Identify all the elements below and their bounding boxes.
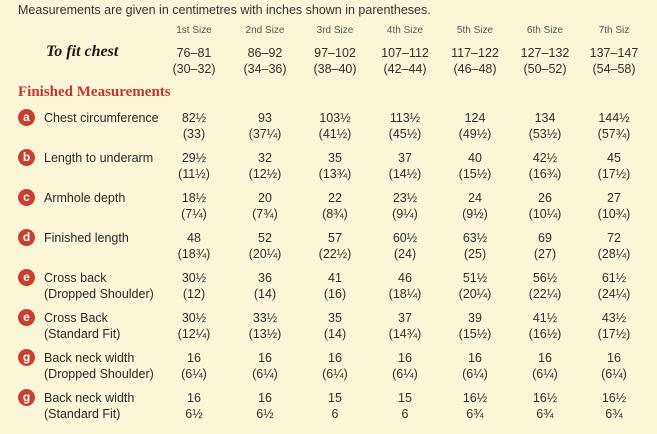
value-cm: 29½ (181, 151, 207, 165)
value-cm: 45 (607, 151, 621, 165)
measurement-cell (510, 190, 580, 222)
value-cm: 113½ (389, 111, 421, 125)
measurement-cell (300, 110, 370, 142)
measurement-cell (370, 150, 440, 182)
value-in: (14¾) (388, 327, 422, 341)
value-in: (22½) (318, 247, 352, 261)
measurement-cell (230, 150, 300, 182)
value-cm: 30½ (181, 271, 207, 285)
row-label (44, 350, 154, 382)
value-in: 6¾ (466, 407, 484, 421)
chest-size-3 (300, 45, 370, 77)
row-label-line2: (Standard Fit) (44, 407, 121, 421)
chest-cm: 107–112 (381, 46, 429, 60)
row-label-line1: Cross Back (44, 311, 108, 325)
value-in: (8¾) (322, 207, 348, 221)
row-badge-e: e (18, 269, 35, 286)
measurement-cell (370, 390, 440, 422)
measurement-cell (300, 150, 370, 182)
measurement-cell (230, 390, 300, 422)
value-in: (6¼) (181, 367, 207, 381)
value-cm: 57 (328, 231, 342, 245)
chest-cm: 97–102 (314, 46, 356, 60)
value-cm: 37 (398, 151, 412, 165)
measurement-cell (440, 310, 510, 342)
value-in: 6¾ (536, 407, 554, 421)
measurement-cell (370, 110, 440, 142)
measurement-cell (300, 190, 370, 222)
measurement-cell (579, 150, 649, 182)
value-cm: 16 (607, 351, 621, 365)
row-badge-a: a (18, 109, 35, 126)
value-cm: 16 (258, 351, 272, 365)
value-in: (6¼) (252, 367, 278, 381)
size-header-4: 4th Size (386, 25, 424, 36)
value-in: (6¼) (392, 367, 418, 381)
row-badge-c: c (18, 189, 35, 206)
value-in: (17½) (597, 327, 631, 341)
measurement-cell (510, 110, 580, 142)
measurement-cell (370, 230, 440, 262)
value-cm: 32 (258, 151, 272, 165)
measurement-cell (510, 150, 580, 182)
value-in: (53½) (528, 127, 562, 141)
measurement-cell (510, 270, 580, 302)
value-in: (20¼) (248, 247, 282, 261)
measurement-cell (440, 110, 510, 142)
value-in: (7¾) (252, 207, 278, 221)
chest-in: (42–44) (383, 62, 427, 76)
measurement-cell (159, 390, 229, 422)
row-label-line1: Finished length (44, 231, 129, 245)
value-in: (33) (182, 127, 206, 141)
value-cm: 20 (258, 191, 272, 205)
measurement-cell (300, 230, 370, 262)
value-cm: 37 (398, 311, 412, 325)
measurement-cell (370, 310, 440, 342)
chest-cm: 137–147 (589, 46, 639, 60)
row-label (44, 110, 159, 126)
measurement-cell (440, 350, 510, 382)
chest-cm: 76–81 (176, 46, 212, 60)
value-in: (45½) (388, 127, 422, 141)
value-in: (7¼) (181, 207, 207, 221)
value-in: 6 (401, 407, 409, 421)
size-header-7: 7th Siz (598, 25, 630, 36)
measurement-cell (230, 310, 300, 342)
row-label-line2: (Dropped Shoulder) (44, 287, 154, 301)
chest-size-5 (440, 45, 510, 77)
value-in: (6¼) (322, 367, 348, 381)
value-cm: 15 (398, 391, 412, 405)
value-cm: 63½ (462, 231, 488, 245)
chest-label: To fit chest (46, 43, 119, 60)
value-in: (49½) (458, 127, 492, 141)
value-cm: 56½ (532, 271, 558, 285)
row-label (44, 270, 154, 302)
row-badge-g: g (18, 349, 35, 366)
measurement-cell (370, 350, 440, 382)
chest-size-6 (510, 45, 580, 77)
chest-size-2 (230, 45, 300, 77)
value-cm: 51½ (462, 271, 488, 285)
row-badge-e: e (18, 309, 35, 326)
measurement-cell (300, 270, 370, 302)
row-label-line1: Length to underarm (44, 151, 154, 165)
value-in: 6½ (185, 407, 203, 421)
value-in: (14) (323, 327, 347, 341)
value-cm: 16 (468, 351, 482, 365)
measurement-cell (579, 190, 649, 222)
value-in: (12) (182, 287, 206, 301)
measurement-cell (300, 350, 370, 382)
value-cm: 144½ (598, 111, 630, 125)
chest-size-7 (579, 45, 649, 77)
row-label-line1: Armhole depth (44, 191, 126, 205)
value-cm: 41½ (532, 311, 558, 325)
chest-cm: 127–132 (520, 46, 570, 60)
measurement-cell (159, 230, 229, 262)
value-cm: 33½ (252, 311, 278, 325)
value-in: (25) (463, 247, 487, 261)
value-in: (15½) (458, 327, 492, 341)
value-cm: 26 (538, 191, 552, 205)
measurement-cell (159, 270, 229, 302)
measurement-cell (579, 390, 649, 422)
value-cm: 61½ (601, 271, 627, 285)
value-in: (13½) (248, 327, 282, 341)
size-header-1: 1st Size (176, 25, 212, 36)
value-cm: 46 (398, 271, 412, 285)
size-header-3: 3rd Size (316, 25, 354, 36)
value-cm: 40 (468, 151, 482, 165)
measurement-cell (579, 350, 649, 382)
measurement-cell (510, 350, 580, 382)
value-in: (27) (533, 247, 557, 261)
value-in: (9½) (462, 207, 488, 221)
measurement-cell (230, 270, 300, 302)
chest-size-1 (159, 45, 229, 77)
measurement-cell (440, 270, 510, 302)
chest-in: (54–58) (592, 62, 636, 76)
value-in: 6½ (256, 407, 274, 421)
value-in: (57¾) (597, 127, 631, 141)
size-header-2: 2nd Size (245, 25, 285, 36)
value-cm: 16½ (462, 391, 488, 405)
value-cm: 16 (328, 351, 342, 365)
value-cm: 18½ (181, 191, 207, 205)
measurement-cell (230, 110, 300, 142)
value-cm: 36 (258, 271, 272, 285)
row-badge-b: b (18, 149, 35, 166)
value-in: (6¼) (532, 367, 558, 381)
value-in: (24¼) (597, 287, 631, 301)
row-label (44, 390, 134, 422)
measurement-cell (230, 230, 300, 262)
measurement-cell (300, 390, 370, 422)
chest-in: (38–40) (313, 62, 357, 76)
chest-in: (30–32) (172, 62, 216, 76)
value-cm: 35 (328, 151, 342, 165)
measurement-cell (579, 110, 649, 142)
measurement-cell (510, 230, 580, 262)
measurement-cell (510, 310, 580, 342)
measurement-cell (440, 150, 510, 182)
measurement-cell (159, 310, 229, 342)
value-cm: 16 (258, 391, 272, 405)
value-in: (15½) (458, 167, 492, 181)
measurement-cell (159, 150, 229, 182)
value-cm: 39 (468, 311, 482, 325)
value-cm: 42½ (532, 151, 558, 165)
value-in: (9¼) (392, 207, 418, 221)
value-in: (37¼) (248, 127, 282, 141)
value-cm: 16 (538, 351, 552, 365)
chest-size-4 (370, 45, 440, 77)
measurement-cell (370, 270, 440, 302)
value-cm: 16 (187, 391, 201, 405)
value-cm: 134 (534, 111, 556, 125)
value-cm: 93 (258, 111, 272, 125)
measurement-cell (440, 190, 510, 222)
value-cm: 16½ (532, 391, 558, 405)
size-header-6: 6th Size (526, 25, 564, 36)
value-cm: 16 (398, 351, 412, 365)
intro-text: Measurements are given in centimetres with inches shown in parentheses. (18, 3, 431, 17)
value-cm: 72 (607, 231, 621, 245)
value-cm: 69 (538, 231, 552, 245)
measurement-cell (159, 350, 229, 382)
measurement-cell (159, 110, 229, 142)
value-in: 6¾ (605, 407, 623, 421)
value-in: (17½) (597, 167, 631, 181)
value-in: (20¼) (458, 287, 492, 301)
value-cm: 35 (328, 311, 342, 325)
value-in: (41½) (318, 127, 352, 141)
chest-in: (34–36) (243, 62, 287, 76)
value-cm: 41 (328, 271, 342, 285)
row-label-line1: Cross back (44, 271, 107, 285)
value-cm: 27 (607, 191, 621, 205)
chest-in: (50–52) (523, 62, 567, 76)
row-label-line2: (Standard Fit) (44, 327, 121, 341)
chest-cm: 86–92 (247, 46, 283, 60)
row-label (44, 230, 129, 246)
measurement-cell (230, 350, 300, 382)
value-cm: 16 (187, 351, 201, 365)
value-cm: 30½ (181, 311, 207, 325)
value-in: (14) (253, 287, 277, 301)
value-in: (22¼) (528, 287, 562, 301)
value-in: (13¾) (318, 167, 352, 181)
row-label-line1: Back neck width (44, 391, 135, 405)
value-in: (16¾) (528, 167, 562, 181)
measurement-cell (510, 390, 580, 422)
measurement-cell (579, 270, 649, 302)
measurement-cell (440, 390, 510, 422)
row-label (44, 190, 125, 206)
measurement-cell (370, 190, 440, 222)
row-badge-g: g (18, 389, 35, 406)
value-in: (16½) (528, 327, 562, 341)
chest-cm: 117–122 (451, 46, 499, 60)
value-cm: 103½ (319, 111, 351, 125)
row-label-line1: Back neck width (44, 351, 135, 365)
measurement-cell (159, 190, 229, 222)
value-cm: 43½ (601, 311, 627, 325)
value-in: (18¾) (177, 247, 211, 261)
value-cm: 48 (187, 231, 201, 245)
value-cm: 23½ (392, 191, 418, 205)
value-cm: 15 (328, 391, 342, 405)
value-in: (10¼) (528, 207, 562, 221)
measurement-cell (230, 190, 300, 222)
value-in: 6 (331, 407, 339, 421)
row-label (44, 310, 120, 342)
measurement-cell (440, 230, 510, 262)
row-label-line2: (Dropped Shoulder) (44, 367, 154, 381)
measurement-cell (300, 310, 370, 342)
row-label-line1: Chest circumference (44, 111, 159, 125)
value-in: (28¼) (597, 247, 631, 261)
value-cm: 82½ (181, 111, 207, 125)
measurement-cell (579, 310, 649, 342)
value-in: (16) (323, 287, 347, 301)
value-in: (12½) (248, 167, 282, 181)
value-in: (12¼) (177, 327, 211, 341)
value-in: (18¼) (388, 287, 422, 301)
section-title: Finished Measurements (18, 84, 171, 100)
value-cm: 52 (258, 231, 272, 245)
value-in: (6¼) (601, 367, 627, 381)
value-cm: 124 (464, 111, 486, 125)
value-cm: 60½ (392, 231, 418, 245)
measurement-cell (579, 230, 649, 262)
value-in: (24) (393, 247, 417, 261)
value-in: (6¼) (462, 367, 488, 381)
row-badge-d: d (18, 229, 35, 246)
chest-in: (46–48) (453, 62, 497, 76)
value-cm: 16½ (601, 391, 627, 405)
value-in: (10¾) (597, 207, 631, 221)
row-label (44, 150, 153, 166)
value-in: (11½) (178, 167, 210, 181)
value-cm: 24 (468, 191, 482, 205)
value-in: (14½) (388, 167, 422, 181)
size-header-5: 5th Size (456, 25, 494, 36)
value-cm: 22 (328, 191, 342, 205)
